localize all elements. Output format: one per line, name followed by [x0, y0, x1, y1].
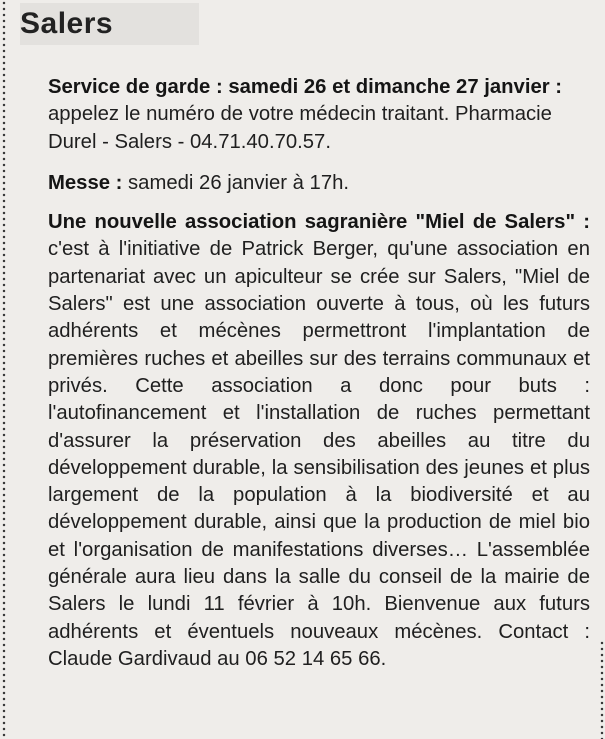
section-title: Salers	[20, 3, 199, 45]
left-dotted-column-rule	[2, 0, 6, 739]
right-dotted-column-rule	[600, 640, 604, 739]
association-text: c'est à l'initiative de Patrick Berger, qu'une association en partenariat avec un apiculteur se crée sur Salers, "Miel de Salers" est une association ouverte à tous, où les futurs adhérents et mécènes permettront l'implantation de premières ruches et abeilles sur des terrains communaux et privés. Cette association a donc pour buts : l'autofinancement et l'installation de ruches permettant d'assurer la préservation des abeilles au titre du développement durable, la sensibilisation des jeunes et plus largement de la population à la biodiversité et au développement durable, ainsi que la production de miel bio et l'organisation de manifestations diverses… L'assemblée générale aura lieu dans la salle du conseil de la mairie de Salers le lundi 11 février à 10h. Bienvenue aux futurs adhérents et éventuels nouveaux mécènes. Contact : Claude Gardivaud au 06 52 14 65 66.	[48, 238, 590, 670]
messe-text: samedi 26 janvier à 17h.	[122, 171, 350, 194]
messe-paragraph	[48, 170, 590, 197]
association-headline: Une nouvelle association sagranière "Miel de Salers" :	[48, 211, 590, 234]
association-paragraph	[48, 209, 590, 673]
article-body	[48, 74, 590, 673]
service-de-garde-label: Service de garde : samedi 26 et dimanche 27 janvier :	[48, 76, 563, 98]
service-de-garde-paragraph	[48, 74, 590, 156]
service-de-garde-text: appelez le numéro de votre médecin traitant. Pharmacie Durel - Salers - 04.71.40.70.57.	[48, 103, 552, 153]
messe-label: Messe :	[48, 171, 123, 194]
